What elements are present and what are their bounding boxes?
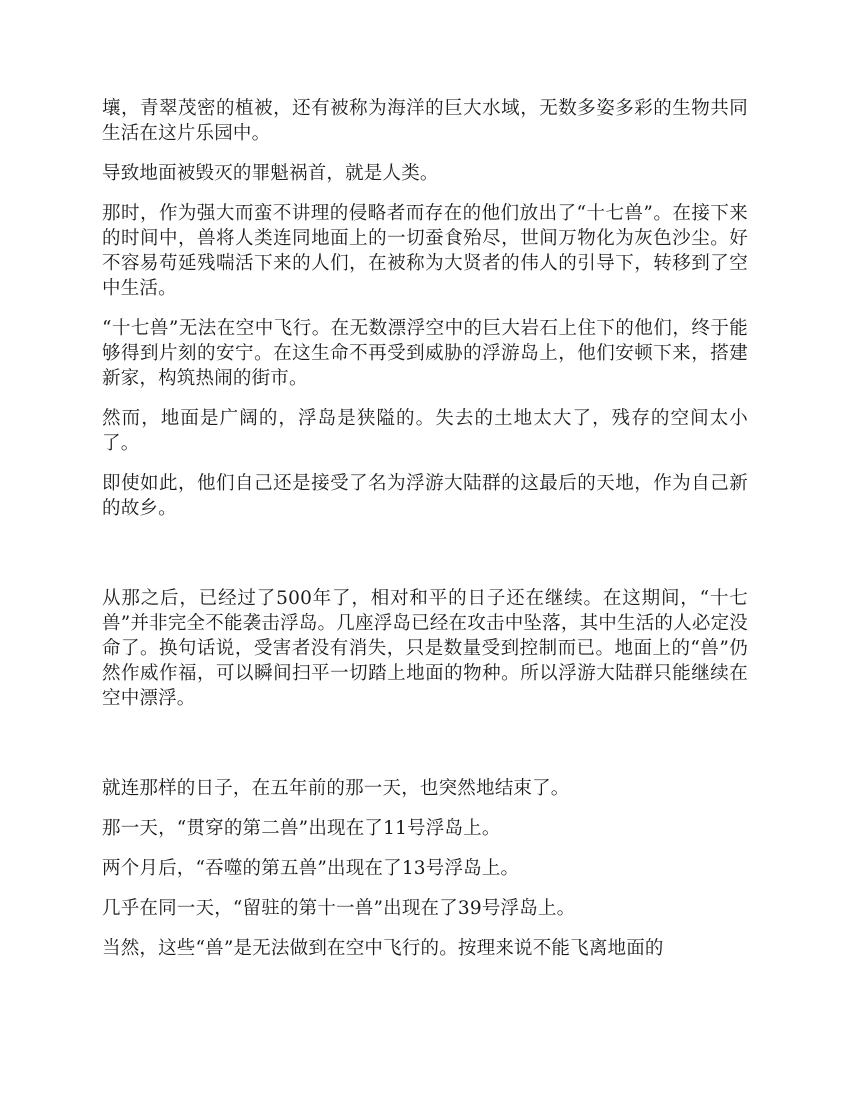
paragraph: 从那之后，已经过了500年了，相对和平的日子还在继续。在这期间，“十七兽”并非完全不能袭击浮岛。几座浮岛已经在攻击中坠落，其中生活的人必定没命了。换句话说，受害者没有消失，只是数量受到控制而已。地面上的“兽”仍然作威作福，可以瞬间扫平一切踏上地面的物种。所以浮游大陆群只能继续在空中漂浮。 [102, 588, 748, 709]
paragraph: 当然，这些“兽”是无法做到在空中飞行的。按理来说不能飞离地面的 [102, 938, 664, 959]
paragraph: “十七兽”无法在空中飞行。在无数漂浮空中的巨大岩石上住下的他们，终于能够得到片刻的安宁。在这生命不再受到威胁的浮游岛上，他们安顿下来，搭建新家，构筑热闹的街市。 [102, 318, 748, 389]
paragraph: 几乎在同一天，“留驻的第十一兽”出现在了39号浮岛上。 [102, 898, 576, 919]
section-break [102, 536, 748, 586]
section-break [102, 726, 748, 776]
paragraph: 两个月后，“吞噬的第五兽”出现在了13号浮岛上。 [102, 858, 520, 879]
section-3 [102, 776, 748, 961]
section-1 [102, 96, 748, 521]
paragraph: 那时，作为强大而蛮不讲理的侵略者而存在的他们放出了“十七兽”。在接下来的时间中，兽将人类连同地面上的一切蚕食殆尽，世间万物化为灰色沙尘。好不容易苟延残喘活下来的人们，在被称为大贤者的伟人的引导下，转移到了空中生活。 [102, 203, 748, 299]
paragraph: 导致地面被毁灭的罪魁祸首，就是人类。 [102, 163, 439, 184]
document-page [102, 96, 748, 976]
paragraph: 那一天，“贯穿的第二兽”出现在了11号浮岛上。 [102, 818, 501, 839]
paragraph: 然而，地面是广阔的，浮岛是狭隘的。失去的土地太大了，残存的空间太小了。 [102, 408, 748, 454]
paragraph: 即使如此，他们自己还是接受了名为浮游大陆群的这最后的天地，作为自己新的故乡。 [102, 473, 748, 519]
paragraph: 壤，青翠茂密的植被，还有被称为海洋的巨大水域，无数多姿多彩的生物共同生活在这片乐园中。 [102, 98, 748, 144]
paragraph: 就连那样的日子，在五年前的那一天，也突然地结束了。 [102, 778, 570, 799]
section-2 [102, 586, 748, 711]
